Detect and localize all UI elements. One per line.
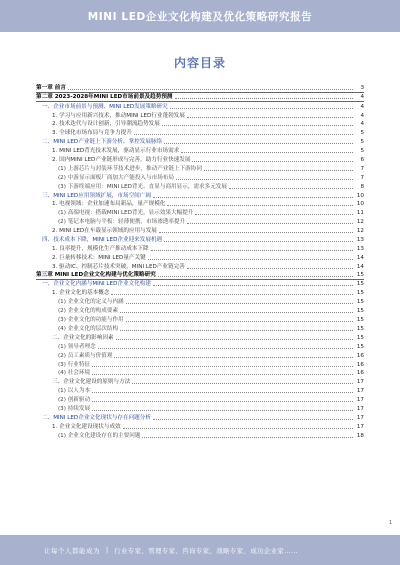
- toc-entry[interactable]: [36, 288, 364, 297]
- toc-entry[interactable]: [36, 262, 364, 271]
- toc-leader-dots: [167, 205, 353, 206]
- toc-leader-dots: [142, 437, 353, 438]
- toc-entry[interactable]: [36, 395, 364, 404]
- toc-leader-dots: [123, 428, 353, 429]
- toc-leader-dots: [134, 134, 353, 135]
- toc-entry[interactable]: [36, 111, 364, 120]
- toc-entry[interactable]: [36, 128, 364, 137]
- toc-entry-label: 1. 电视领域：企业加速布局新品，量产规模化: [52, 201, 166, 208]
- toc-entry-page: 16: [356, 370, 364, 377]
- toc-entry[interactable]: [36, 226, 364, 235]
- toc-entry[interactable]: [36, 253, 364, 262]
- toc-entry-label: 2. MINI LED在车载显示领域的应用与发展: [52, 228, 157, 235]
- toc-entry-label: 3. 驱动IC、控制芯片技术突破，MINI LED产业链完善: [52, 263, 185, 270]
- toc-entry-page: 4: [360, 103, 364, 110]
- toc-leader-dots: [181, 152, 353, 153]
- toc-leader-dots: [187, 223, 353, 224]
- toc-entry-page: 13: [356, 237, 364, 244]
- toc-entry[interactable]: [36, 280, 364, 289]
- toc-leader-dots: [192, 161, 353, 162]
- toc-entry-page: 12: [356, 219, 364, 226]
- toc-entry[interactable]: [36, 431, 364, 440]
- toc-entry-label: 二、MINI LED企业文化现状与存在问题分析: [42, 414, 151, 421]
- toc-entry[interactable]: [36, 342, 364, 351]
- toc-entry[interactable]: [36, 182, 364, 191]
- footer-roles: 行业专家、管理专家、咨询专家、战略专家、成功企业家……: [114, 546, 298, 555]
- toc-entry[interactable]: [36, 137, 364, 146]
- toc-leader-dots: [148, 259, 353, 260]
- toc-entry-page: 15: [356, 317, 364, 324]
- toc-leader-dots: [92, 366, 353, 367]
- toc-entry-page: 8: [360, 183, 364, 190]
- toc-leader-dots: [114, 357, 353, 358]
- toc-entry-page: 6: [360, 157, 364, 164]
- report-title: MINI LED企业文化构建及优化策略研究报告: [87, 10, 313, 23]
- toc-leader-dots: [92, 401, 353, 402]
- toc-entry-page: 17: [356, 405, 364, 412]
- toc-entry-label: 一、企业市场前景与预测、MINI LED发展策略研究: [42, 103, 168, 110]
- toc-entry-page: 10: [356, 192, 364, 199]
- toc-leader-dots: [229, 188, 353, 189]
- toc-entry[interactable]: [36, 351, 364, 360]
- toc-entry-page: 7: [360, 174, 364, 181]
- toc-entry-label: (1) 企业文化的定义与内涵: [58, 299, 124, 306]
- toc-entry-label: 二、MINI LED产业链上下游分析，掌控发展脉络: [42, 139, 163, 146]
- toc-entry-label: (3) 下游终端应用：MINI LED背光、直显与商用显示，需求多元发展: [58, 183, 227, 190]
- toc-entry[interactable]: [36, 271, 364, 280]
- toc-entry[interactable]: [36, 217, 364, 226]
- toc-entry[interactable]: [36, 306, 364, 315]
- toc-entry-label: 第二章 2023-2028年MINI LED市场前景及趋势预测: [36, 93, 173, 100]
- toc-entry[interactable]: [36, 173, 364, 182]
- toc-entry-label: (4) 社会环境: [58, 370, 91, 377]
- toc-entry-page: 4: [360, 121, 364, 128]
- toc-entry-page: 17: [356, 388, 364, 395]
- toc-entry-label: (3) 企业文化的功能与作用: [58, 317, 124, 324]
- toc-leader-dots: [159, 232, 353, 233]
- toc-heading: 内容目录: [173, 56, 226, 70]
- toc-entry-page: 15: [356, 334, 364, 341]
- toc-leader-dots: [195, 214, 353, 215]
- toc-entry-label: 三、MINI LED应用领域扩展，市场空间广阔: [42, 192, 151, 199]
- toc-entry-page: 13: [356, 245, 364, 252]
- toc-entry-label: (4) 企业文化的层次结构: [58, 325, 119, 332]
- toc-entry-page: 5: [360, 139, 364, 146]
- toc-leader-dots: [187, 117, 353, 118]
- toc-entry[interactable]: [36, 235, 364, 244]
- toc-entry[interactable]: [36, 93, 364, 102]
- toc-entry[interactable]: [36, 84, 364, 93]
- toc-leader-dots: [92, 410, 353, 411]
- toc-entry-label: (2) 创新驱动: [58, 397, 91, 404]
- footer-slogan: 让每个人都能成为: [44, 546, 100, 555]
- toc-entry-label: 1. 企业文化建设现状与成效: [52, 423, 121, 430]
- toc-entry-label: 1. 学习与应用新兴技术，推动MINI LED行业蓬勃发展: [52, 112, 185, 119]
- toc-entry-page: 3: [360, 84, 364, 91]
- page-number: 1: [388, 520, 392, 526]
- toc-leader-dots: [68, 89, 353, 90]
- toc-leader-dots: [158, 276, 353, 277]
- toc-entry-page: 16: [356, 352, 364, 359]
- toc-entry-label: (1) 上游芯片与封装环节技术进步，推动产业链上下游协同: [58, 165, 202, 172]
- toc-entry-page: 14: [356, 254, 364, 261]
- toc-leader-dots: [126, 321, 353, 322]
- toc-entry-label: (2) 企业文化的构成要素: [58, 308, 119, 315]
- toc-leader-dots: [175, 98, 353, 99]
- page-header: [0, 0, 400, 32]
- toc-entry-label: 三、企业文化建设的原则与方法: [52, 379, 131, 386]
- toc-entry[interactable]: [36, 377, 364, 386]
- toc-leader-dots: [132, 383, 353, 384]
- toc-entry-page: 18: [356, 432, 364, 439]
- toc-entry-label: 1. 良率提升，规模化生产推动成本下降: [52, 245, 149, 252]
- toc-entry-label: (3) 持续发展: [58, 405, 91, 412]
- toc-leader-dots: [164, 143, 353, 144]
- toc-leader-dots: [204, 170, 353, 171]
- toc-leader-dots: [176, 179, 353, 180]
- toc-entry-page: 12: [356, 228, 364, 235]
- toc-leader-dots: [116, 339, 353, 340]
- toc-entry-page: 5: [360, 130, 364, 137]
- toc-entry-page: 7: [360, 165, 364, 172]
- page-footer: [0, 535, 400, 565]
- toc-entry-page: 15: [356, 271, 364, 278]
- toc-entry-page: 15: [356, 325, 364, 332]
- toc-leader-dots: [120, 330, 353, 331]
- toc-entry-label: 2. 巨量转移技术：MINI LED量产关键: [52, 254, 146, 261]
- toc-entry-page: 4: [360, 112, 364, 119]
- toc-entry-page: 15: [356, 299, 364, 306]
- toc-entry-label: (1) 领导者理念: [58, 343, 96, 350]
- toc-leader-dots: [126, 303, 353, 304]
- toc-entry[interactable]: [36, 102, 364, 111]
- toc-entry[interactable]: [36, 155, 364, 164]
- toc-entry-page: 17: [356, 423, 364, 430]
- toc-entry[interactable]: [36, 324, 364, 333]
- toc-entry-label: (2) 笔记本电脑与平板：轻薄便携，市场渗透率提升: [58, 219, 186, 226]
- toc-entry-page: 15: [356, 281, 364, 288]
- toc-leader-dots: [187, 268, 353, 269]
- toc-leader-dots: [162, 125, 353, 126]
- table-of-contents: [36, 84, 364, 514]
- toc-leader-dots: [98, 348, 353, 349]
- toc-entry-label: 3. 全球化市场布局与竞争力提升: [52, 130, 132, 137]
- toc-entry[interactable]: [36, 369, 364, 378]
- toc-leader-dots: [170, 108, 353, 109]
- toc-entry-page: 15: [356, 290, 364, 297]
- toc-entry-label: (1) 企业文化建设存在的主要问题: [58, 432, 141, 439]
- toc-entry-label: 1. 企业文化的基本概念: [52, 290, 110, 297]
- toc-entry-label: 第一章 前言: [36, 84, 66, 91]
- toc-entry[interactable]: [36, 120, 364, 129]
- toc-entry-label: 第三章 MINI LED企业文化构建与优化策略研究: [36, 271, 156, 278]
- toc-entry-page: 10: [356, 201, 364, 208]
- toc-entry-page: 16: [356, 361, 364, 368]
- toc-entry-page: 17: [356, 397, 364, 404]
- toc-entry[interactable]: [36, 208, 364, 217]
- toc-entry[interactable]: [36, 164, 364, 173]
- toc-entry-label: (1) 以人为本: [58, 388, 91, 395]
- toc-leader-dots: [164, 241, 353, 242]
- toc-entry-page: 17: [356, 414, 364, 421]
- toc-entry-label: 2. 国内MINI LED产业链形成与完善，助力行业快速发展: [52, 157, 191, 164]
- toc-entry-label: 四、技术成本下降，MINI LED企业迎来发展机遇: [42, 237, 163, 244]
- toc-entry-label: (1) 高端电视：搭载MINI LED背光，显示效果大幅提升: [58, 210, 194, 217]
- toc-leader-dots: [120, 312, 353, 313]
- toc-entry[interactable]: [36, 386, 364, 395]
- toc-entry-label: 一、企业文化内涵与MINI LED企业文化构建: [42, 281, 151, 288]
- toc-entry[interactable]: [36, 413, 364, 422]
- toc-leader-dots: [92, 374, 353, 375]
- toc-leader-dots: [153, 285, 353, 286]
- toc-leader-dots: [92, 392, 353, 393]
- toc-leader-dots: [111, 294, 353, 295]
- toc-entry-label: 二、企业文化的影响因素: [52, 334, 114, 341]
- toc-entry[interactable]: [36, 422, 364, 431]
- toc-entry-label: (3) 行业特征: [58, 361, 91, 368]
- toc-entry-label: (2) 员工素质与价值观: [58, 352, 113, 359]
- toc-entry-label: 2. 技术迭代与设计创新，引导潮流趋势发展: [52, 121, 160, 128]
- toc-entry[interactable]: [36, 404, 364, 413]
- toc-entry-page: 15: [356, 343, 364, 350]
- toc-entry-page: 14: [356, 263, 364, 270]
- toc-entry[interactable]: [36, 146, 364, 155]
- toc-entry[interactable]: [36, 333, 364, 342]
- toc-entry[interactable]: [36, 360, 364, 369]
- toc-entry-page: 15: [356, 308, 364, 315]
- toc-entry-label: (2) 中游显示面板厂商加大产能投入与市场布局: [58, 174, 174, 181]
- toc-entry[interactable]: [36, 244, 364, 253]
- toc-entry-label: 1. MINI LED背光技术发展，驱动显示行业市场需求: [52, 148, 180, 155]
- toc-entry[interactable]: [36, 297, 364, 306]
- toc-leader-dots: [153, 419, 353, 420]
- toc-entry[interactable]: [36, 191, 364, 200]
- toc-entry[interactable]: [36, 200, 364, 209]
- toc-entry-page: 11: [356, 210, 364, 217]
- toc-leader-dots: [153, 197, 353, 198]
- toc-leader-dots: [151, 250, 353, 251]
- toc-entry-page: 4: [360, 93, 364, 100]
- toc-entry-page: 17: [356, 379, 364, 386]
- footer-separator: |: [106, 546, 109, 554]
- toc-entry[interactable]: [36, 315, 364, 324]
- toc-entry-page: 5: [360, 148, 364, 155]
